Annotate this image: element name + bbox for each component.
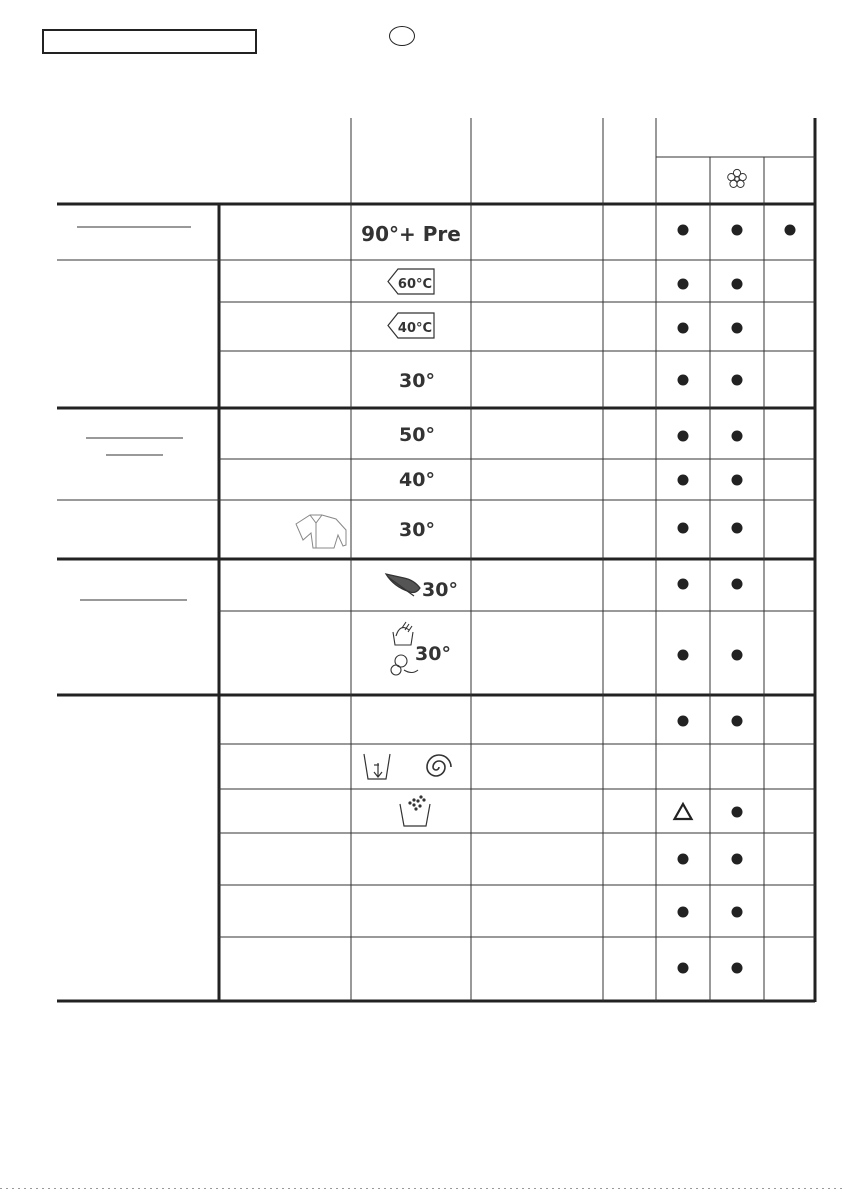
program-symbols [296,222,461,826]
dot-mark [678,907,689,918]
dot-mark [732,475,743,486]
triangle-mark [675,804,692,819]
dot-mark [678,854,689,865]
tag-60c-icon [388,269,434,294]
symbol-30-feather: 30° [422,579,458,601]
tag-40c-icon [388,313,434,338]
handwash-wool-icon [391,622,418,675]
dot-mark [732,854,743,865]
option-marks [675,225,796,974]
dot-mark [732,431,743,442]
flower-icon [728,169,747,187]
dot-mark [678,475,689,486]
dot-mark [732,907,743,918]
spin-icon [427,755,451,776]
dot-mark [732,375,743,386]
dot-mark [678,963,689,974]
dot-mark [678,279,689,290]
dot-mark [732,963,743,974]
dot-mark [678,579,689,590]
symbol-40: 40° [399,469,435,491]
dot-mark [732,650,743,661]
symbol-30-a: 30° [399,370,435,392]
drain-icon [364,754,390,779]
symbol-90-pre: 90°+ Pre [361,222,461,246]
dot-mark [732,225,743,236]
dot-mark [678,323,689,334]
dot-mark [678,225,689,236]
symbol-30-wool: 30° [415,643,451,665]
dot-mark [678,650,689,661]
page-edge [0,1188,843,1189]
symbol-50: 50° [399,424,435,446]
dot-mark [732,716,743,727]
dot-mark [785,225,796,236]
dot-mark [678,375,689,386]
dot-mark [732,579,743,590]
dot-mark [678,431,689,442]
symbol-30-b: 30° [399,519,435,541]
dot-mark [678,523,689,534]
dot-mark [732,279,743,290]
symbol-40c: 40°C [397,321,433,336]
rinse-icon [400,796,430,826]
feather-icon [386,574,420,596]
dot-mark [732,323,743,334]
dot-mark [678,716,689,727]
dot-mark [732,523,743,534]
shirt-icon [296,515,346,548]
dot-mark [732,807,743,818]
symbol-60c: 60°C [397,277,433,292]
